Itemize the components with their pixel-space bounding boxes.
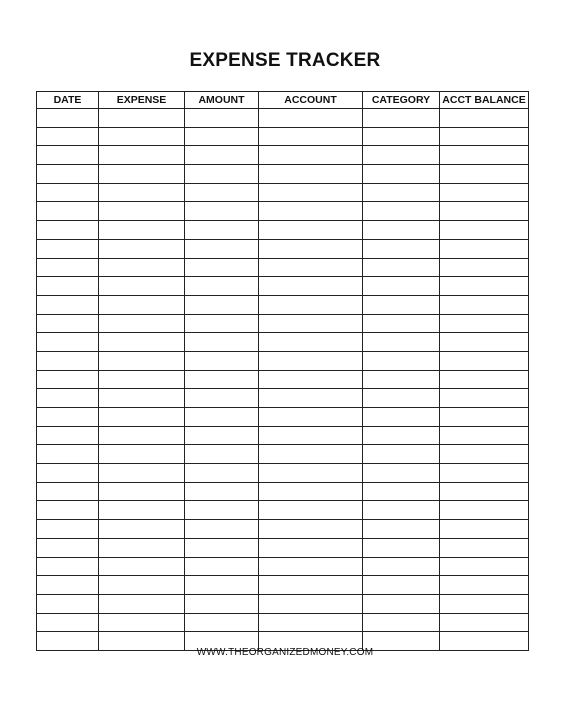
cell-category[interactable]	[363, 109, 440, 128]
cell-acct-balance[interactable]	[440, 464, 529, 483]
cell-category[interactable]	[363, 576, 440, 595]
cell-category[interactable]	[363, 221, 440, 240]
cell-date[interactable]	[37, 221, 99, 240]
cell-category[interactable]	[363, 183, 440, 202]
cell-date[interactable]	[37, 333, 99, 352]
table-row	[37, 445, 529, 464]
cell-account[interactable]	[259, 445, 363, 464]
expense-table	[36, 91, 529, 651]
column-header-category: CATEGORY	[363, 92, 440, 109]
cell-category[interactable]	[363, 464, 440, 483]
cell-amount[interactable]	[185, 277, 259, 296]
cell-category[interactable]	[363, 501, 440, 520]
cell-date[interactable]	[37, 557, 99, 576]
cell-amount[interactable]	[185, 351, 259, 370]
cell-expense[interactable]	[99, 295, 185, 314]
table-row	[37, 239, 529, 258]
table-row	[37, 221, 529, 240]
cell-category[interactable]	[363, 239, 440, 258]
table-row	[37, 501, 529, 520]
table-row	[37, 389, 529, 408]
cell-amount[interactable]	[185, 576, 259, 595]
cell-category[interactable]	[363, 146, 440, 165]
table-row	[37, 520, 529, 539]
cell-amount[interactable]	[185, 557, 259, 576]
table-row	[37, 408, 529, 427]
cell-amount[interactable]	[185, 146, 259, 165]
cell-date[interactable]	[37, 277, 99, 296]
cell-expense[interactable]	[99, 351, 185, 370]
cell-account[interactable]	[259, 557, 363, 576]
cell-account[interactable]	[259, 576, 363, 595]
cell-account[interactable]	[259, 408, 363, 427]
website-footer: WWW.THEORGANIZEDMONEY.COM	[196, 647, 374, 658]
cell-date[interactable]	[37, 370, 99, 389]
cell-date[interactable]	[37, 594, 99, 613]
cell-account[interactable]	[259, 146, 363, 165]
cell-category[interactable]	[363, 389, 440, 408]
cell-expense[interactable]	[99, 520, 185, 539]
cell-expense[interactable]	[99, 183, 185, 202]
cell-acct-balance[interactable]	[440, 389, 529, 408]
cell-account[interactable]	[259, 613, 363, 632]
cell-expense[interactable]	[99, 501, 185, 520]
cell-expense[interactable]	[99, 464, 185, 483]
table-row	[37, 109, 529, 128]
cell-account[interactable]	[259, 464, 363, 483]
cell-expense[interactable]	[99, 426, 185, 445]
cell-category[interactable]	[363, 594, 440, 613]
cell-expense[interactable]	[99, 370, 185, 389]
cell-date[interactable]	[37, 482, 99, 501]
cell-amount[interactable]	[185, 464, 259, 483]
cell-date[interactable]	[37, 165, 99, 184]
cell-account[interactable]	[259, 109, 363, 128]
table-row	[37, 557, 529, 576]
cell-account[interactable]	[259, 314, 363, 333]
cell-date[interactable]	[37, 538, 99, 557]
cell-acct-balance[interactable]	[440, 333, 529, 352]
cell-expense[interactable]	[99, 538, 185, 557]
cell-amount[interactable]	[185, 221, 259, 240]
cell-category[interactable]	[363, 520, 440, 539]
cell-date[interactable]	[37, 351, 99, 370]
cell-account[interactable]	[259, 333, 363, 352]
cell-date[interactable]	[37, 501, 99, 520]
column-header-acct-balance: ACCT BALANCE	[440, 92, 529, 109]
table-row	[37, 351, 529, 370]
cell-category[interactable]	[363, 165, 440, 184]
page-title: EXPENSE TRACKER	[189, 50, 381, 71]
table-row	[37, 277, 529, 296]
cell-date[interactable]	[37, 408, 99, 427]
cell-account[interactable]	[259, 426, 363, 445]
cell-category[interactable]	[363, 557, 440, 576]
cell-acct-balance[interactable]	[440, 351, 529, 370]
cell-expense[interactable]	[99, 221, 185, 240]
table-row	[37, 146, 529, 165]
cell-expense[interactable]	[99, 576, 185, 595]
cell-date[interactable]	[37, 146, 99, 165]
cell-expense[interactable]	[99, 594, 185, 613]
cell-amount[interactable]	[185, 594, 259, 613]
cell-acct-balance[interactable]	[440, 165, 529, 184]
table-row	[37, 613, 529, 632]
cell-category[interactable]	[363, 482, 440, 501]
cell-account[interactable]	[259, 351, 363, 370]
table-row	[37, 576, 529, 595]
cell-acct-balance[interactable]	[440, 613, 529, 632]
column-header-expense: EXPENSE	[99, 92, 185, 109]
cell-category[interactable]	[363, 445, 440, 464]
cell-date[interactable]	[37, 576, 99, 595]
cell-category[interactable]	[363, 333, 440, 352]
table-row	[37, 464, 529, 483]
cell-date[interactable]	[37, 314, 99, 333]
table-row	[37, 202, 529, 221]
cell-category[interactable]	[363, 277, 440, 296]
cell-acct-balance[interactable]	[440, 482, 529, 501]
cell-expense[interactable]	[99, 408, 185, 427]
cell-expense[interactable]	[99, 333, 185, 352]
cell-date[interactable]	[37, 613, 99, 632]
table-row	[37, 538, 529, 557]
cell-expense[interactable]	[99, 482, 185, 501]
cell-expense[interactable]	[99, 314, 185, 333]
table-row	[37, 258, 529, 277]
cell-acct-balance[interactable]	[440, 258, 529, 277]
cell-account[interactable]	[259, 520, 363, 539]
table-row	[37, 314, 529, 333]
cell-category[interactable]	[363, 258, 440, 277]
cell-account[interactable]	[259, 501, 363, 520]
table-row	[37, 333, 529, 352]
table-row	[37, 482, 529, 501]
cell-date[interactable]	[37, 202, 99, 221]
cell-acct-balance[interactable]	[440, 501, 529, 520]
cell-expense[interactable]	[99, 239, 185, 258]
cell-date[interactable]	[37, 183, 99, 202]
cell-acct-balance[interactable]	[440, 314, 529, 333]
cell-category[interactable]	[363, 351, 440, 370]
cell-acct-balance[interactable]	[440, 183, 529, 202]
cell-amount[interactable]	[185, 501, 259, 520]
cell-account[interactable]	[259, 183, 363, 202]
cell-acct-balance[interactable]	[440, 408, 529, 427]
cell-amount[interactable]	[185, 239, 259, 258]
table-row	[37, 183, 529, 202]
table-header-row	[37, 92, 529, 109]
cell-amount[interactable]	[185, 482, 259, 501]
cell-date[interactable]	[37, 109, 99, 128]
cell-category[interactable]	[363, 426, 440, 445]
cell-account[interactable]	[259, 127, 363, 146]
cell-date[interactable]	[37, 445, 99, 464]
cell-acct-balance[interactable]	[440, 520, 529, 539]
cell-amount[interactable]	[185, 314, 259, 333]
cell-amount[interactable]	[185, 613, 259, 632]
cell-account[interactable]	[259, 165, 363, 184]
cell-date[interactable]	[37, 426, 99, 445]
cell-amount[interactable]	[185, 538, 259, 557]
cell-acct-balance[interactable]	[440, 221, 529, 240]
cell-acct-balance[interactable]	[440, 426, 529, 445]
cell-acct-balance[interactable]	[440, 557, 529, 576]
cell-category[interactable]	[363, 613, 440, 632]
cell-category[interactable]	[363, 408, 440, 427]
column-header-account: ACCOUNT	[259, 92, 363, 109]
table-body	[37, 109, 529, 651]
cell-acct-balance[interactable]	[440, 445, 529, 464]
cell-category[interactable]	[363, 314, 440, 333]
cell-acct-balance[interactable]	[440, 538, 529, 557]
cell-acct-balance[interactable]	[440, 594, 529, 613]
cell-amount[interactable]	[185, 183, 259, 202]
cell-amount[interactable]	[185, 445, 259, 464]
cell-acct-balance[interactable]	[440, 277, 529, 296]
cell-amount[interactable]	[185, 109, 259, 128]
cell-amount[interactable]	[185, 258, 259, 277]
cell-account[interactable]	[259, 370, 363, 389]
cell-category[interactable]	[363, 370, 440, 389]
cell-expense[interactable]	[99, 165, 185, 184]
cell-acct-balance[interactable]	[440, 146, 529, 165]
cell-account[interactable]	[259, 258, 363, 277]
table-row	[37, 127, 529, 146]
table-row	[37, 295, 529, 314]
cell-expense[interactable]	[99, 146, 185, 165]
table-row	[37, 370, 529, 389]
cell-account[interactable]	[259, 239, 363, 258]
cell-date[interactable]	[37, 389, 99, 408]
cell-account[interactable]	[259, 295, 363, 314]
cell-category[interactable]	[363, 538, 440, 557]
table-row	[37, 165, 529, 184]
cell-amount[interactable]	[185, 202, 259, 221]
cell-category[interactable]	[363, 127, 440, 146]
cell-amount[interactable]	[185, 127, 259, 146]
cell-acct-balance[interactable]	[440, 109, 529, 128]
cell-account[interactable]	[259, 221, 363, 240]
cell-acct-balance[interactable]	[440, 239, 529, 258]
cell-date[interactable]	[37, 258, 99, 277]
cell-category[interactable]	[363, 295, 440, 314]
cell-date[interactable]	[37, 520, 99, 539]
cell-category[interactable]	[363, 202, 440, 221]
cell-amount[interactable]	[185, 408, 259, 427]
cell-amount[interactable]	[185, 333, 259, 352]
cell-amount[interactable]	[185, 165, 259, 184]
cell-expense[interactable]	[99, 258, 185, 277]
cell-expense[interactable]	[99, 389, 185, 408]
cell-amount[interactable]	[185, 389, 259, 408]
cell-expense[interactable]	[99, 127, 185, 146]
table-row	[37, 426, 529, 445]
cell-amount[interactable]	[185, 426, 259, 445]
cell-date[interactable]	[37, 127, 99, 146]
cell-expense[interactable]	[99, 109, 185, 128]
cell-acct-balance[interactable]	[440, 576, 529, 595]
cell-amount[interactable]	[185, 370, 259, 389]
cell-amount[interactable]	[185, 295, 259, 314]
cell-amount[interactable]	[185, 520, 259, 539]
column-header-amount: AMOUNT	[185, 92, 259, 109]
column-header-date: DATE	[37, 92, 99, 109]
cell-account[interactable]	[259, 482, 363, 501]
cell-date[interactable]	[37, 464, 99, 483]
cell-expense[interactable]	[99, 557, 185, 576]
cell-account[interactable]	[259, 202, 363, 221]
cell-account[interactable]	[259, 277, 363, 296]
cell-acct-balance[interactable]	[440, 202, 529, 221]
cell-expense[interactable]	[99, 445, 185, 464]
cell-acct-balance[interactable]	[440, 370, 529, 389]
cell-acct-balance[interactable]	[440, 295, 529, 314]
cell-expense[interactable]	[99, 613, 185, 632]
cell-expense[interactable]	[99, 277, 185, 296]
cell-account[interactable]	[259, 389, 363, 408]
cell-acct-balance[interactable]	[440, 127, 529, 146]
cell-date[interactable]	[37, 239, 99, 258]
cell-date[interactable]	[37, 295, 99, 314]
cell-expense[interactable]	[99, 202, 185, 221]
cell-account[interactable]	[259, 594, 363, 613]
cell-account[interactable]	[259, 538, 363, 557]
table-row	[37, 594, 529, 613]
